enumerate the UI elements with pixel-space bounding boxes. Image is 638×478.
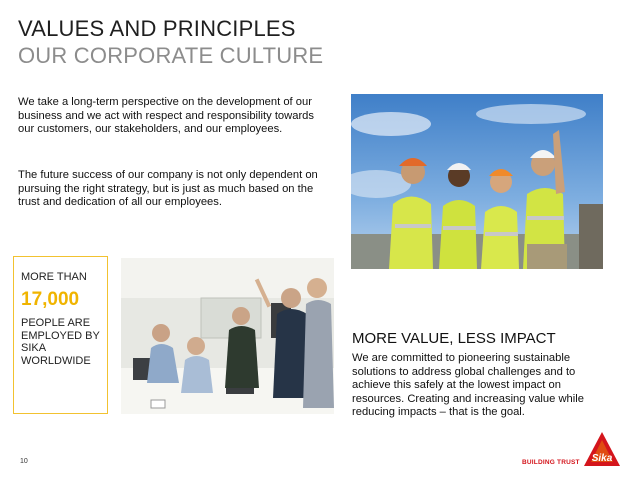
success-paragraph: The future success of our company is not only dependent on pursuing the right strategy, but is just as much based on the trust and dedication of all our employees. bbox=[18, 169, 318, 209]
intro-paragraph: We take a long-term perspective on the development of our business and we act with respect and responsibility towards our customers, our stakeholders, and our employees. bbox=[18, 96, 314, 136]
stat-suffix: PEOPLE ARE EMPLOYED BY SIKA WORLDWIDE bbox=[21, 317, 100, 367]
sika-logo bbox=[582, 430, 622, 468]
stat-number: 17,000 bbox=[21, 289, 80, 310]
section-heading: MORE VALUE, LESS IMPACT bbox=[352, 330, 556, 347]
page-title: VALUES AND PRINCIPLES bbox=[18, 16, 296, 41]
page-number: 10 bbox=[20, 458, 28, 465]
section-paragraph: We are committed to pioneering sustainable solutions to address global challenges and to achieve this safely at the lowest impact on resources. Creating and increasing value while reducing impacts – that is the goal. bbox=[352, 352, 584, 419]
employee-stat-box bbox=[13, 256, 108, 414]
workers-photo bbox=[351, 94, 603, 269]
brand-slogan: BUILDING TRUST bbox=[522, 459, 580, 466]
office-meeting-photo bbox=[121, 258, 334, 414]
svg-text:Sika: Sika bbox=[591, 453, 613, 464]
stat-prefix: MORE THAN bbox=[21, 271, 87, 283]
page-subtitle: OUR CORPORATE CULTURE bbox=[18, 43, 324, 68]
